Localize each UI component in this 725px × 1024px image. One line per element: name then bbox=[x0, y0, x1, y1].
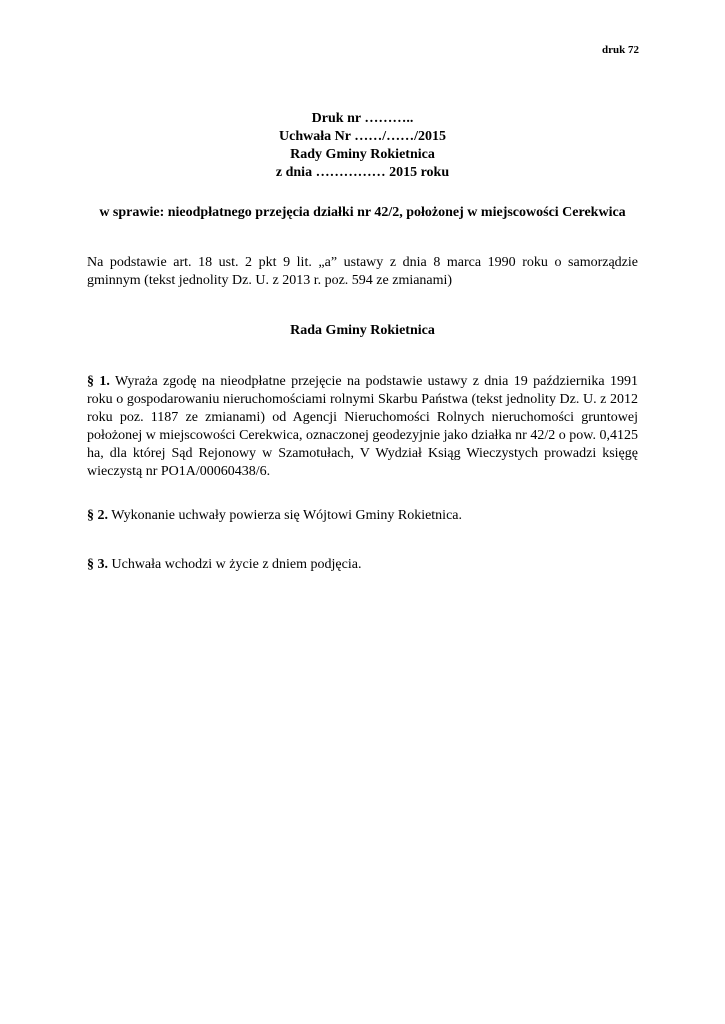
print-number: druk 72 bbox=[602, 44, 639, 56]
paragraph-1-text: Wyraża zgodę na nieodpłatne przejęcie na podstawie ustawy z dnia 19 października 1991 roku o gospodarowaniu nieruchomościami rolnymi Skarbu Państwa (tekst jednolity Dz. U. z 2012 roku poz. 1187 ze zmianami) od Agencji Nieruchomości Rolnych nieruchomości gruntowej położonej w miejscowości Cerekwica, oznaczonej geodezyjnie jako działka nr 42/2 o pow. 0,4125 ha, dla której Sąd Rejonowy w Szamotułach, V Wydział Ksiąg Wieczystych prowadzi księgę wieczystą nr PO1A/00060438/6. bbox=[87, 374, 639, 479]
paragraph-1 bbox=[87, 373, 638, 481]
paragraph-2-sign: § 2. bbox=[87, 508, 108, 523]
paragraph-3 bbox=[87, 556, 638, 574]
print-draft-number: Druk nr ……….. bbox=[311, 111, 414, 126]
resolution-subject: w sprawie: nieodpłatnego przejęcia działki nr 42/2, położonej w miejscowości Cerekwica bbox=[99, 205, 626, 220]
paragraph-3-text: Uchwała wchodzi w życie z dniem podjęcia. bbox=[108, 557, 362, 572]
council-heading: Rada Gminy Rokietnica bbox=[290, 323, 435, 338]
paragraph-2-text: Wykonanie uchwały powierza się Wójtowi Gminy Rokietnica. bbox=[108, 508, 462, 523]
resolution-number: Uchwała Nr ……/……/2015 bbox=[279, 129, 446, 144]
council-name: Rady Gminy Rokietnica bbox=[290, 147, 435, 162]
paragraph-3-sign: § 3. bbox=[87, 557, 108, 572]
paragraph-2 bbox=[87, 507, 638, 525]
resolution-header bbox=[0, 110, 725, 182]
resolution-date: z dnia …………… 2015 roku bbox=[275, 165, 450, 180]
paragraph-1-sign: § 1. bbox=[87, 374, 110, 389]
legal-basis: Na podstawie art. 18 ust. 2 pkt 9 lit. „a” ustawy z dnia 8 marca 1990 roku o samorządzie gminnym (tekst jednolity Dz. U. z 2013 r. poz. 594 ze zmianami) bbox=[87, 255, 638, 288]
